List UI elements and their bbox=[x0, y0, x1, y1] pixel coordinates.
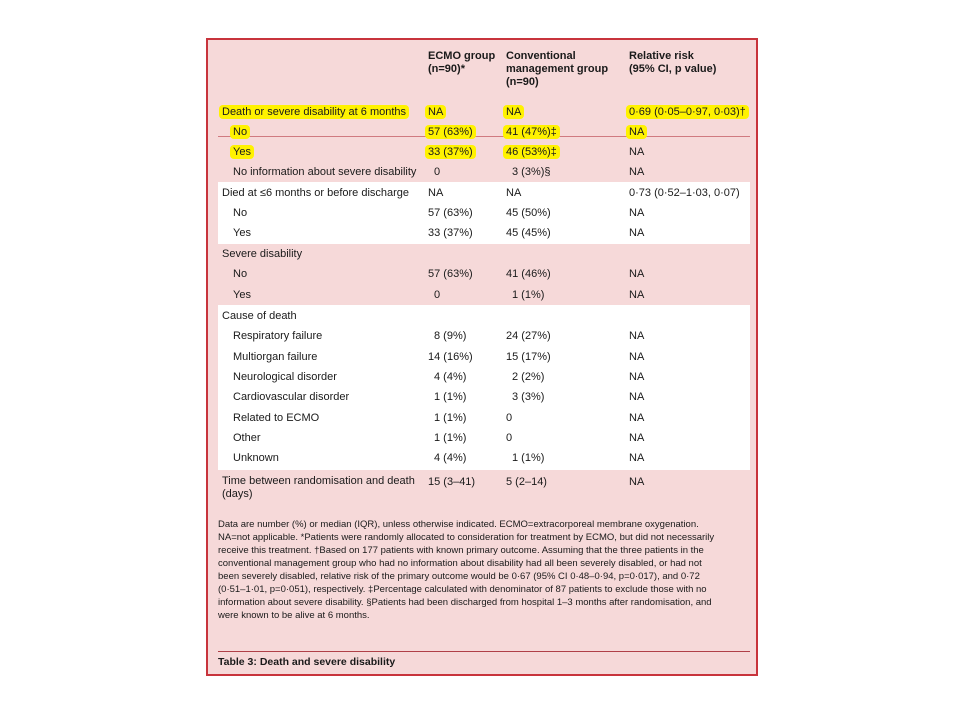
row-label: Cardiovascular disorder bbox=[233, 391, 350, 403]
row-label: Death or severe disability at 6 months bbox=[219, 105, 409, 119]
table-row bbox=[218, 448, 750, 468]
row-label: No bbox=[233, 268, 248, 280]
row-conv: 41 (47%)‡ bbox=[503, 125, 560, 139]
table-row bbox=[218, 142, 750, 162]
row-label: Other bbox=[233, 432, 261, 444]
row-rr: NA bbox=[629, 166, 645, 178]
table-row bbox=[218, 326, 750, 346]
row-label: Severe disability bbox=[222, 248, 303, 260]
table-row bbox=[218, 428, 750, 448]
row-label: Neurological disorder bbox=[233, 371, 337, 383]
row-conv: 0 bbox=[506, 432, 513, 444]
row-conv: 3 (3%)§ bbox=[512, 166, 551, 178]
row-label: No bbox=[230, 125, 250, 139]
row-ecmo: NA bbox=[428, 187, 444, 199]
table-row bbox=[218, 306, 750, 326]
row-conv: 5 (2–14) bbox=[506, 476, 547, 488]
row-rr: NA bbox=[629, 452, 645, 464]
row-conv: 45 (45%) bbox=[506, 227, 551, 239]
row-ecmo: 4 (4%) bbox=[434, 452, 467, 464]
row-label: Yes bbox=[233, 289, 251, 301]
row-ecmo: 1 (1%) bbox=[434, 412, 467, 424]
row-ecmo: 57 (63%) bbox=[425, 125, 476, 139]
row-rr: NA bbox=[629, 146, 645, 158]
row-label: Respiratory failure bbox=[233, 330, 323, 342]
table-panel bbox=[206, 38, 758, 676]
row-label: No bbox=[233, 207, 248, 219]
row-label: Multiorgan failure bbox=[233, 351, 318, 363]
table-row bbox=[218, 285, 750, 305]
row-label: Time between randomisation and death (days) bbox=[222, 475, 415, 500]
table-row bbox=[218, 122, 750, 142]
table-footnote: Data are number (%) or median (IQR), unless otherwise indicated. ECMO=extracorporeal membrane oxygenation. NA=not applicable. *Patients were randomly allocated to consideration for treatment by ECMO, but did not necessarily receive this treatment. †Based on 177 patients with known primary outcome. Assuming that the three patients in the conventional management group who had no information about disability had all been severely disabled, or had not been severely disabled, relative risk of the primary outcome would be 0·67 (95% CI 0·48–0·94, p=0·017), and 0·72 (0·51–1·01, p=0·051), respectively. ‡Percentage calculated with denominator of 87 patients to exclude those with no information about severe disability. §Patients had been discharged from hospital 1–3 months after randomisation, and were known to be alive at 6 months. bbox=[218, 519, 715, 621]
row-conv: NA bbox=[503, 105, 524, 119]
table-caption: Table 3: Death and severe disability bbox=[218, 656, 396, 668]
row-conv: 45 (50%) bbox=[506, 207, 551, 219]
row-rr: NA bbox=[629, 412, 645, 424]
row-rr: NA bbox=[629, 391, 645, 403]
table-row bbox=[218, 367, 750, 387]
table-row bbox=[218, 347, 750, 367]
row-ecmo: 57 (63%) bbox=[428, 207, 473, 219]
row-rr: NA bbox=[629, 351, 645, 363]
row-rr: NA bbox=[629, 371, 645, 383]
row-ecmo: 14 (16%) bbox=[428, 351, 473, 363]
row-rr: NA bbox=[629, 227, 645, 239]
row-ecmo: 33 (37%) bbox=[428, 227, 473, 239]
row-label: Died at ≤6 months or before discharge bbox=[222, 187, 410, 199]
row-conv: NA bbox=[506, 187, 522, 199]
row-rr: NA bbox=[629, 207, 645, 219]
row-label: Related to ECMO bbox=[233, 412, 320, 424]
row-ecmo: 1 (1%) bbox=[434, 391, 467, 403]
row-ecmo: 4 (4%) bbox=[434, 371, 467, 383]
row-ecmo: 0 bbox=[434, 166, 441, 178]
row-conv: 3 (3%) bbox=[512, 391, 545, 403]
row-ecmo: 8 (9%) bbox=[434, 330, 467, 342]
header-ecmo: ECMO group (n=90)* bbox=[428, 50, 496, 75]
row-rr: NA bbox=[629, 432, 645, 444]
table-row bbox=[218, 102, 750, 122]
row-ecmo: 57 (63%) bbox=[428, 268, 473, 280]
row-label: Yes bbox=[230, 145, 254, 159]
header-relative-risk: Relative risk (95% CI, p value) bbox=[629, 50, 717, 75]
table-row bbox=[218, 244, 750, 264]
row-rr: NA bbox=[629, 476, 645, 488]
row-conv: 1 (1%) bbox=[512, 452, 545, 464]
row-label: Unknown bbox=[233, 452, 279, 464]
header-conventional: Conventional management group (n=90) bbox=[506, 50, 609, 88]
row-conv: 0 bbox=[506, 412, 513, 424]
row-ecmo: 1 (1%) bbox=[434, 432, 467, 444]
row-ecmo: NA bbox=[425, 105, 446, 119]
row-ecmo: 33 (37%) bbox=[425, 145, 476, 159]
row-rr: 0·69 (0·05–0·97, 0·03)† bbox=[626, 105, 749, 119]
row-label: Cause of death bbox=[222, 310, 297, 322]
table-row bbox=[218, 223, 750, 243]
table-row bbox=[218, 472, 750, 502]
row-conv: 2 (2%) bbox=[512, 371, 545, 383]
row-label: No information about severe disability bbox=[233, 166, 417, 178]
row-conv: 15 (17%) bbox=[506, 351, 551, 363]
row-conv: 1 (1%) bbox=[512, 289, 545, 301]
table-row bbox=[218, 183, 750, 203]
caption-rule bbox=[218, 651, 750, 652]
table-row bbox=[218, 408, 750, 428]
row-ecmo: 15 (3–41) bbox=[428, 476, 476, 488]
row-rr: NA bbox=[626, 125, 647, 139]
row-label: Yes bbox=[233, 227, 251, 239]
row-rr: 0·73 (0·52–1·03, 0·07) bbox=[629, 187, 740, 199]
row-conv: 41 (46%) bbox=[506, 268, 551, 280]
table-row bbox=[218, 387, 750, 407]
row-rr: NA bbox=[629, 268, 645, 280]
table-row bbox=[218, 203, 750, 223]
row-rr: NA bbox=[629, 330, 645, 342]
table-row bbox=[218, 162, 750, 182]
row-conv: 46 (53%)‡ bbox=[503, 145, 560, 159]
row-ecmo: 0 bbox=[434, 289, 441, 301]
row-conv: 24 (27%) bbox=[506, 330, 551, 342]
table-row bbox=[218, 264, 750, 284]
row-rr: NA bbox=[629, 289, 645, 301]
